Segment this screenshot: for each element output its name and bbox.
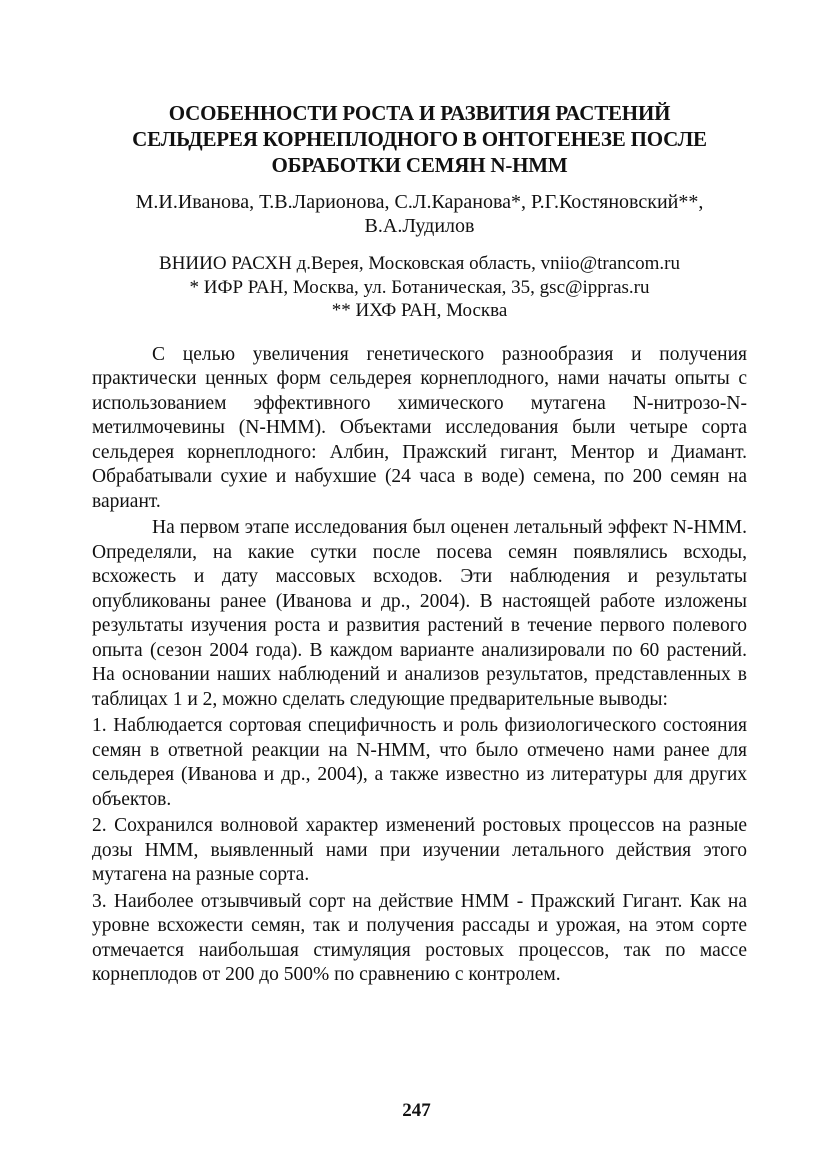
title-line: СЕЛЬДЕРЕЯ КОРНЕПЛОДНОГО В ОНТОГЕНЕЗЕ ПОСЛЕ [132, 127, 707, 151]
author-line: В.А.Лудилов [364, 215, 475, 237]
author-list [92, 190, 747, 238]
title-line: ОБРАБОТКИ СЕМЯН N-HMM [271, 153, 568, 177]
body-paragraph: На первом этапе исследования был оценен летальный эффект N-HMM. Определяли, на какие сутки после посева семян появлялись всходы, всхожесть и дату массовых всходов. Эти наблюдения и результаты опубликованы ранее (Иванова и др., 2004). В настоящей работе изложены результаты изучения роста и развития растений в течение первого полевого опыта (сезон 2004 года). В каждом варианте анализировали по 60 растений. На основании наших наблюдений и анализов результатов, представленных в таблицах 1 и 2, можно сделать следующие предварительные выводы: [92, 517, 747, 710]
conclusion-item: 3. Наиболее отзывчивый сорт на действие НММ - Пражский Гигант. Как на уровне всхожести семян, так и получения рассады и урожая, на этом сорте отмечается наибольшая стимуляция ростовых процессов, так по массе корнеплодов от 200 до 500% по сравнению с контролем. [92, 890, 747, 985]
conclusion-item: 1. Наблюдается сортовая специфичность и роль физиологического состояния семян в ответной реакции на N-HMM, что было отмечено нами ранее для сельдерея (Иванова и др., 2004), а также известно из литературы для других объектов. [92, 715, 747, 810]
article-title [92, 0, 747, 178]
affiliation-line: * ИФР РАН, Москва, ул. Ботаническая, 35, gsc@ippras.ru [189, 276, 650, 298]
affiliation-line: ВНИИО РАСХН д.Верея, Московская область, vniio@trancom.ru [159, 253, 680, 274]
author-line: М.И.Иванова, Т.В.Ларионова, С.Л.Каранова*, Р.Г.Костяновский**, [135, 191, 704, 213]
body-paragraph: С целью увеличения генетического разнообразия и получения практически ценных форм сельдерея корнеплодного, нами начаты опыты с использованием эффективного химического мутагена N-нитрозо-N-метилмочевины (N-HMM). Объектами исследования были четыре сорта сельдерея корнеплодного: Албин, Пражский гигант, Ментор и Диамант. Обрабатывали сухие и набухшие (24 часа в воде) семена, по 200 семян на вариант. [92, 343, 747, 512]
title-line: ОСОБЕННОСТИ РОСТА И РАЗВИТИЯ РАСТЕНИЙ [168, 101, 671, 125]
affiliation-list [92, 252, 747, 323]
affiliation-line: ** ИХФ РАН, Москва [331, 300, 508, 321]
page-number: 247 [402, 1100, 431, 1121]
article-body [92, 343, 747, 988]
conclusion-item: 2. Сохранился волновой характер изменений ростовых процессов на разные дозы НММ, выявленный нами при изучении летального действия этого мутагена на разные сорта. [92, 815, 747, 885]
